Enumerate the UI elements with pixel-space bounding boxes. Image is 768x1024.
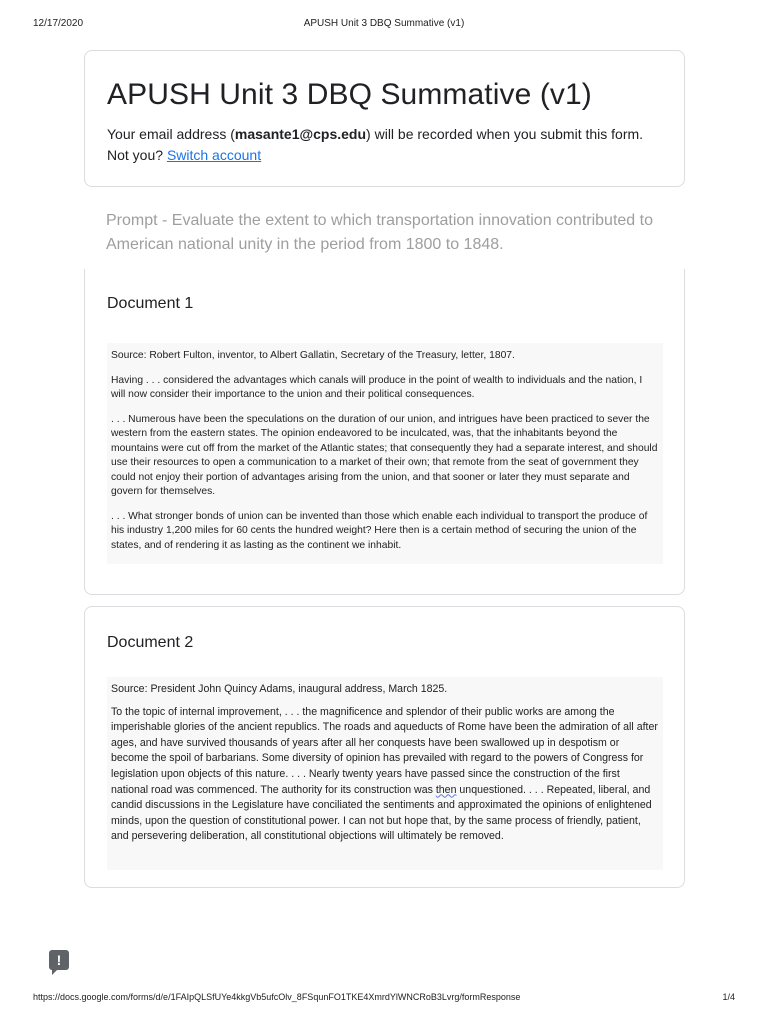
print-title: APUSH Unit 3 DBQ Summative (v1) bbox=[303, 18, 465, 29]
prompt-text: Prompt - Evaluate the extent to which transportation innovation contributed to American national unity in the period from 1800 to 1848. bbox=[106, 212, 653, 253]
feedback-icon[interactable] bbox=[49, 950, 69, 970]
document-2-paragraph bbox=[111, 705, 659, 845]
feedback-exclamation: ! bbox=[56, 952, 62, 968]
document-2-excerpt bbox=[107, 677, 663, 870]
document-2-text-part2: unquestioned. . . . Repeated, liberal, and candid discussions in the Legislature have conciliated the sentiments and approximated the opinions of enlightened minds, upon the question of constitutional power. I can not but hope that, by the same process of friendly, patient, and persevering deliberation, all constitutional objections will ultimately be removed. bbox=[111, 783, 652, 843]
document-1-excerpt bbox=[107, 343, 663, 564]
print-page-number: 1/4 bbox=[722, 992, 735, 1002]
document-2-card bbox=[84, 606, 685, 888]
print-date: 12/17/2020 bbox=[33, 18, 84, 29]
form-title-card bbox=[84, 50, 685, 187]
document-1-paragraph: Having . . . considered the advantages which canals will produce in the point of wealth to individuals and the nation, I will now consider their importance to the union and their political consequences. bbox=[111, 374, 643, 400]
document-2-source: Source: President John Quincy Adams, inaugural address, March 1825. bbox=[111, 683, 448, 695]
document-1-title: Document 1 bbox=[107, 295, 194, 312]
switch-account-link[interactable]: Switch account bbox=[166, 147, 262, 163]
print-header bbox=[0, 18, 768, 32]
document-2-title: Document 2 bbox=[107, 634, 194, 651]
document-1-paragraph: . . . Numerous have been the speculations on the duration of our union, and intrigues have been practiced to sever the western from the eastern states. The opinion endeavored to be inculcated, was, that the inhabitants beyond the mountains were cut off from the market of the Atlantic states; that consequently they had a separate interest, and should use their resources to open a communication to a market of their own; that remote from the seat of government they could not enjoy their portion of advantages arising from the union, and that sooner or later they must separate and govern for themselves. bbox=[111, 413, 658, 497]
document-1-paragraph: . . . What stronger bonds of union can be invented than those which enable each individual to transport the produce of his industry 1,200 miles for 60 cents the hundred weight? Here then is a certain method of securing the union of the states, and of rendering it as lasting as the continent we inhabit. bbox=[111, 510, 648, 551]
document-1-source: Source: Robert Fulton, inventor, to Albert Gallatin, Secretary of the Treasury, letter, 1807. bbox=[111, 350, 515, 361]
email-notice bbox=[107, 124, 667, 166]
respondent-email: masante1@cps.edu bbox=[234, 126, 367, 142]
form-title: APUSH Unit 3 DBQ Summative (v1) bbox=[107, 78, 592, 111]
email-note-suffix: ) will be recorded when you submit this form. Not you? bbox=[107, 126, 644, 163]
document-2-text-part1: To the topic of internal improvement, . . . the magnificence and splendor of their public works are among the imperishable glories of the ancient republics. The roads and aqueducts of Rome have been the admiration of all after ages, and have survived thousands of years after all her conquests have been swallowed up in despotism or become the spoil of barbarians. Some diversity of opinion has prevailed with regard to the powers of Congress for legislation upon objects of this nature. . . . Nearly twenty years have passed since the construction of the first national road was commenced. The authority for its construction was bbox=[111, 705, 658, 796]
document-1-card bbox=[84, 269, 685, 595]
print-url: https://docs.google.com/forms/d/e/1FAIpQLSfUYe4kkgVb5ufcOlv_8FSqunFO1TKE4XmrdYlWNCRoB3Lvrg/formResponse bbox=[33, 992, 521, 1002]
print-footer bbox=[0, 992, 768, 1006]
spellcheck-flagged-word: then bbox=[435, 783, 457, 796]
email-note-prefix: Your email address ( bbox=[107, 126, 235, 142]
